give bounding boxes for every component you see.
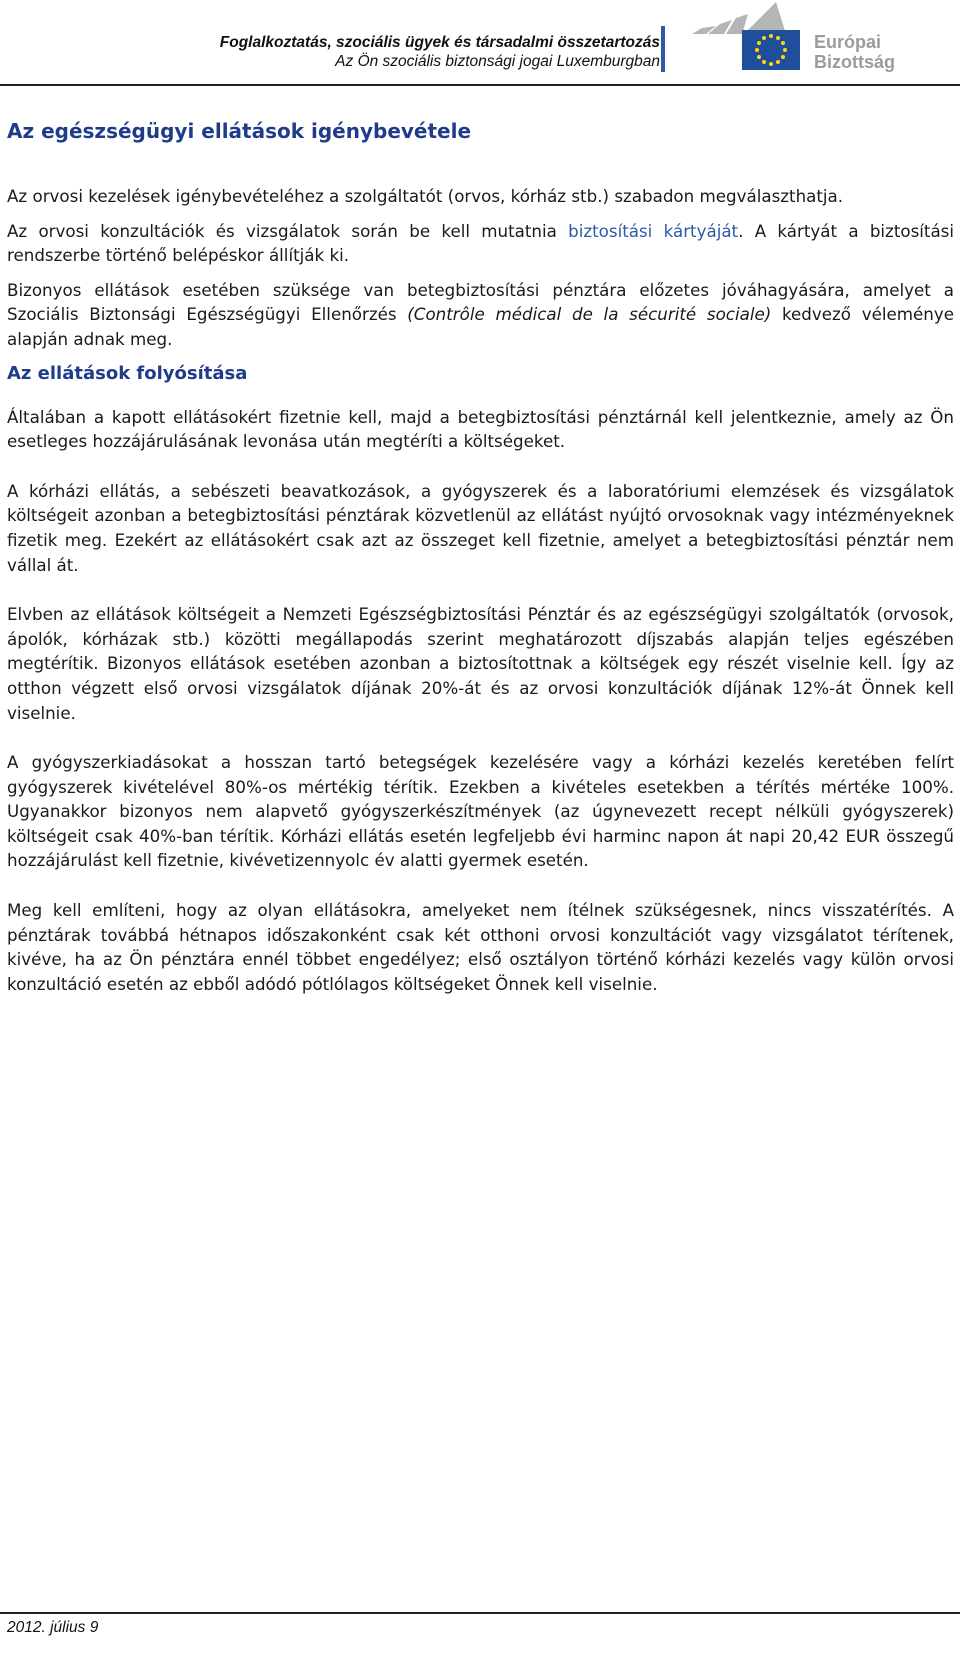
italic-term: (Contrôle médical de la sécurité sociale)	[407, 304, 772, 325]
logo-line-1: Európai	[814, 32, 882, 52]
header-text	[220, 33, 660, 72]
document-body	[7, 118, 954, 1021]
header-rule	[0, 84, 960, 86]
eu-flag-logo	[742, 30, 800, 70]
insurance-card-link[interactable]: biztosítási kártyáját	[568, 220, 739, 241]
paragraph-provider-choice: Az orvosi kezelések igénybevételéhez a szolgáltatót (orvos, kórház stb.) szabadon megválaszthatja.	[7, 186, 844, 206]
commission-logo-text	[814, 32, 895, 72]
paragraph: A gyógyszerkiadásokat a hosszan tartó betegségek kezelésére vagy a kórházi kezelés keretében felírt gyógyszerek kivételével 80%-os mértékig térítik. Ezekben a kivételes esetekben a térítés mértéke 100%. Ugyanakkor bizonyos nem alapvető gyógyszerkészítmények (az úgynevezett recept nélküli gyógyszerek) költségeit csak 40%-ban térítik. Kórházi ellátás esetén legfeljebb évi harminc napon át napi 20,42 EUR összegű hozzájárulást kell fizetnie, kivévetizennyolc év alatti gyermek esetén.	[7, 752, 954, 871]
paragraph-prior-approval	[7, 278, 954, 352]
text-span: kedvező véleménye alapján adnak meg.	[7, 304, 954, 349]
paragraph: Elvben az ellátások költségeit a Nemzeti Egészségbiztosítási Pénztár és az egészségügyi szolgáltatók (orvosok, ápolók, kórházak stb.) közötti megállapodás szerint meghatározott díjszabás alapján teljes egészében megtérítik. Bizonyos ellátások esetében azonban a biztosítottnak a költségek egy részét viselnie kell. Így az otthon végzett első orvosi vizsgálatok díjának 20%-át és az orvosi konzultációk díjának 12%-át Önnek kell viselnie.	[7, 604, 954, 723]
text-span: Bizonyos ellátások esetében szüksége van betegbiztosítási pénztára előzetes jóváhagyására, amelyet a Szociális Biztonsági Egészségügyi Ellenőrzés	[7, 279, 954, 325]
section-heading-benefits: Az ellátások folyósítása	[7, 362, 248, 384]
commission-building-logo	[686, 0, 786, 34]
text-span: Az orvosi konzultációk és vizsgálatok során be kell mutatnia	[7, 220, 569, 241]
eu-stars-icon	[742, 30, 800, 70]
page-header	[0, 0, 960, 86]
text-span: . A kártyát a biztosítási rendszerbe történő belépéskor állítják ki.	[7, 220, 955, 266]
paragraph-insurance-card	[7, 219, 954, 268]
header-subtitle: Az Ön szociális biztonsági jogai Luxemburgban	[335, 53, 660, 70]
paragraph: Általában a kapott ellátásokért fizetnie kell, majd a betegbiztosítási pénztárnál kell jelentkeznie, amely az Ön esetleges hozzájárulásának levonása után megtéríti a költségeket.	[7, 406, 954, 452]
paragraph: A kórházi ellátás, a sebészeti beavatkozások, a gyógyszerek és a laboratóriumi elemzések és vizsgálatok költségeit azonban a betegbiztosítási pénztárak közvetlenül az ellátást nyújtó orvosoknak vagy intézményeknek fizetik meg. Ezekért az ellátásokért csak azt az összeget kell fizetnie, amelyet a betegbiztosítási pénztár nem vállal át.	[7, 480, 954, 575]
section-heading-healthcare: Az egészségügyi ellátások igénybevétele	[7, 119, 472, 143]
header-title: Foglalkoztatás, szociális ügyek és társadalmi összetartozás	[219, 34, 660, 51]
logo-line-2: Bizottság	[814, 52, 895, 72]
paragraph: Meg kell említeni, hogy az olyan ellátásokra, amelyeket nem ítélnek szükségesnek, nincs visszatérítés. A pénztárak továbbá hétnapos időszakonként csak két otthoni orvosi konzultációt vagy vizsgálatot térítenek, kivéve, ha az Ön pénztára ennél többet engedélyez; első osztályon történő kórházi kezelés vagy külön orvosi konzultáció esetén az ebből adódó pótlólagos költségeket Önnek kell viselnie.	[7, 900, 954, 994]
header-divider	[661, 26, 665, 72]
page-footer: 2012. július 9	[7, 1619, 99, 1636]
footer-rule	[0, 1612, 960, 1614]
